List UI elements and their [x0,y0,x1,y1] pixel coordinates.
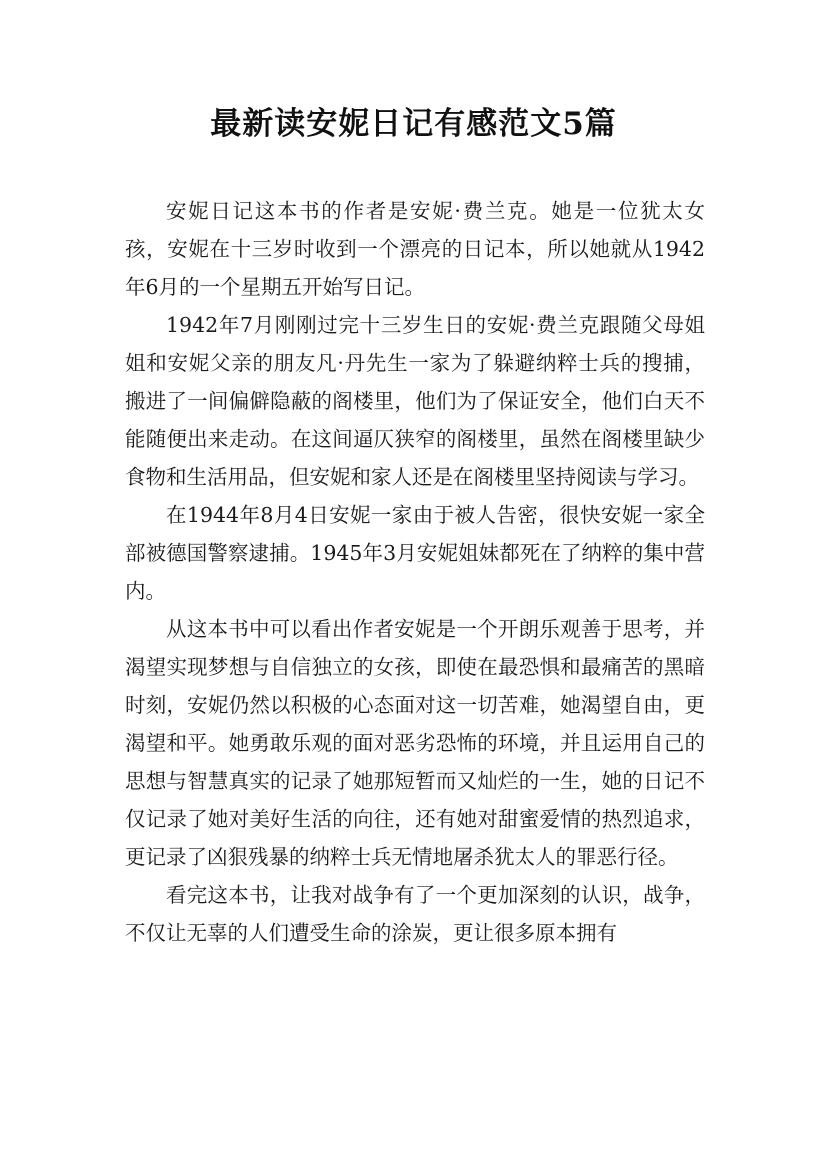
paragraph: 安妮日记这本书的作者是安妮·费兰克。她是一位犹太女孩，安妮在十三岁时收到一个漂亮的日记本，所以她就从1942年6月的一个星期五开始写日记。 [125,199,705,299]
paragraph: 1942年7月刚刚过完十三岁生日的安妮·费兰克跟随父母姐姐和安妮父亲的朋友凡·丹先生一家为了躲避纳粹士兵的搜捕，搬进了一间偏僻隐蔽的阁楼里，他们为了保证安全，他们白天不能随便出来走动。在这间逼仄狭窄的阁楼里，虽然在阁楼里缺少食物和生活用品，但安妮和家人还是在阁楼里坚持阅读与学习。 [125,313,705,489]
paragraph: 看完这本书，让我对战争有了一个更加深刻的认识，战争，不仅让无辜的人们遭受生命的涂炭，更让很多原本拥有 [125,883,705,945]
document-body [125,192,705,952]
paragraph: 从这本书中可以看出作者安妮是一个开朗乐观善于思考，并渴望实现梦想与自信独立的女孩，即使在最恐惧和最痛苦的黑暗时刻，安妮仍然以积极的心态面对这一切苦难，她渴望自由，更渴望和平。她勇敢乐观的面对恶劣恐怖的环境，并且运用自己的思想与智慧真实的记录了她那短暂而又灿烂的一生，她的日记不仅记录了她对美好生活的向往，还有她对甜蜜爱情的热烈追求，更记录了凶狠残暴的纳粹士兵无情地屠杀犹太人的罪恶行径。 [125,617,705,869]
document-title: 最新读安妮日记有感范文5篇 [210,106,617,142]
paragraph: 在1944年8月4日安妮一家由于被人告密，很快安妮一家全部被德国警察逮捕。1945年3月安妮姐妹都死在了纳粹的集中营内。 [125,503,705,603]
